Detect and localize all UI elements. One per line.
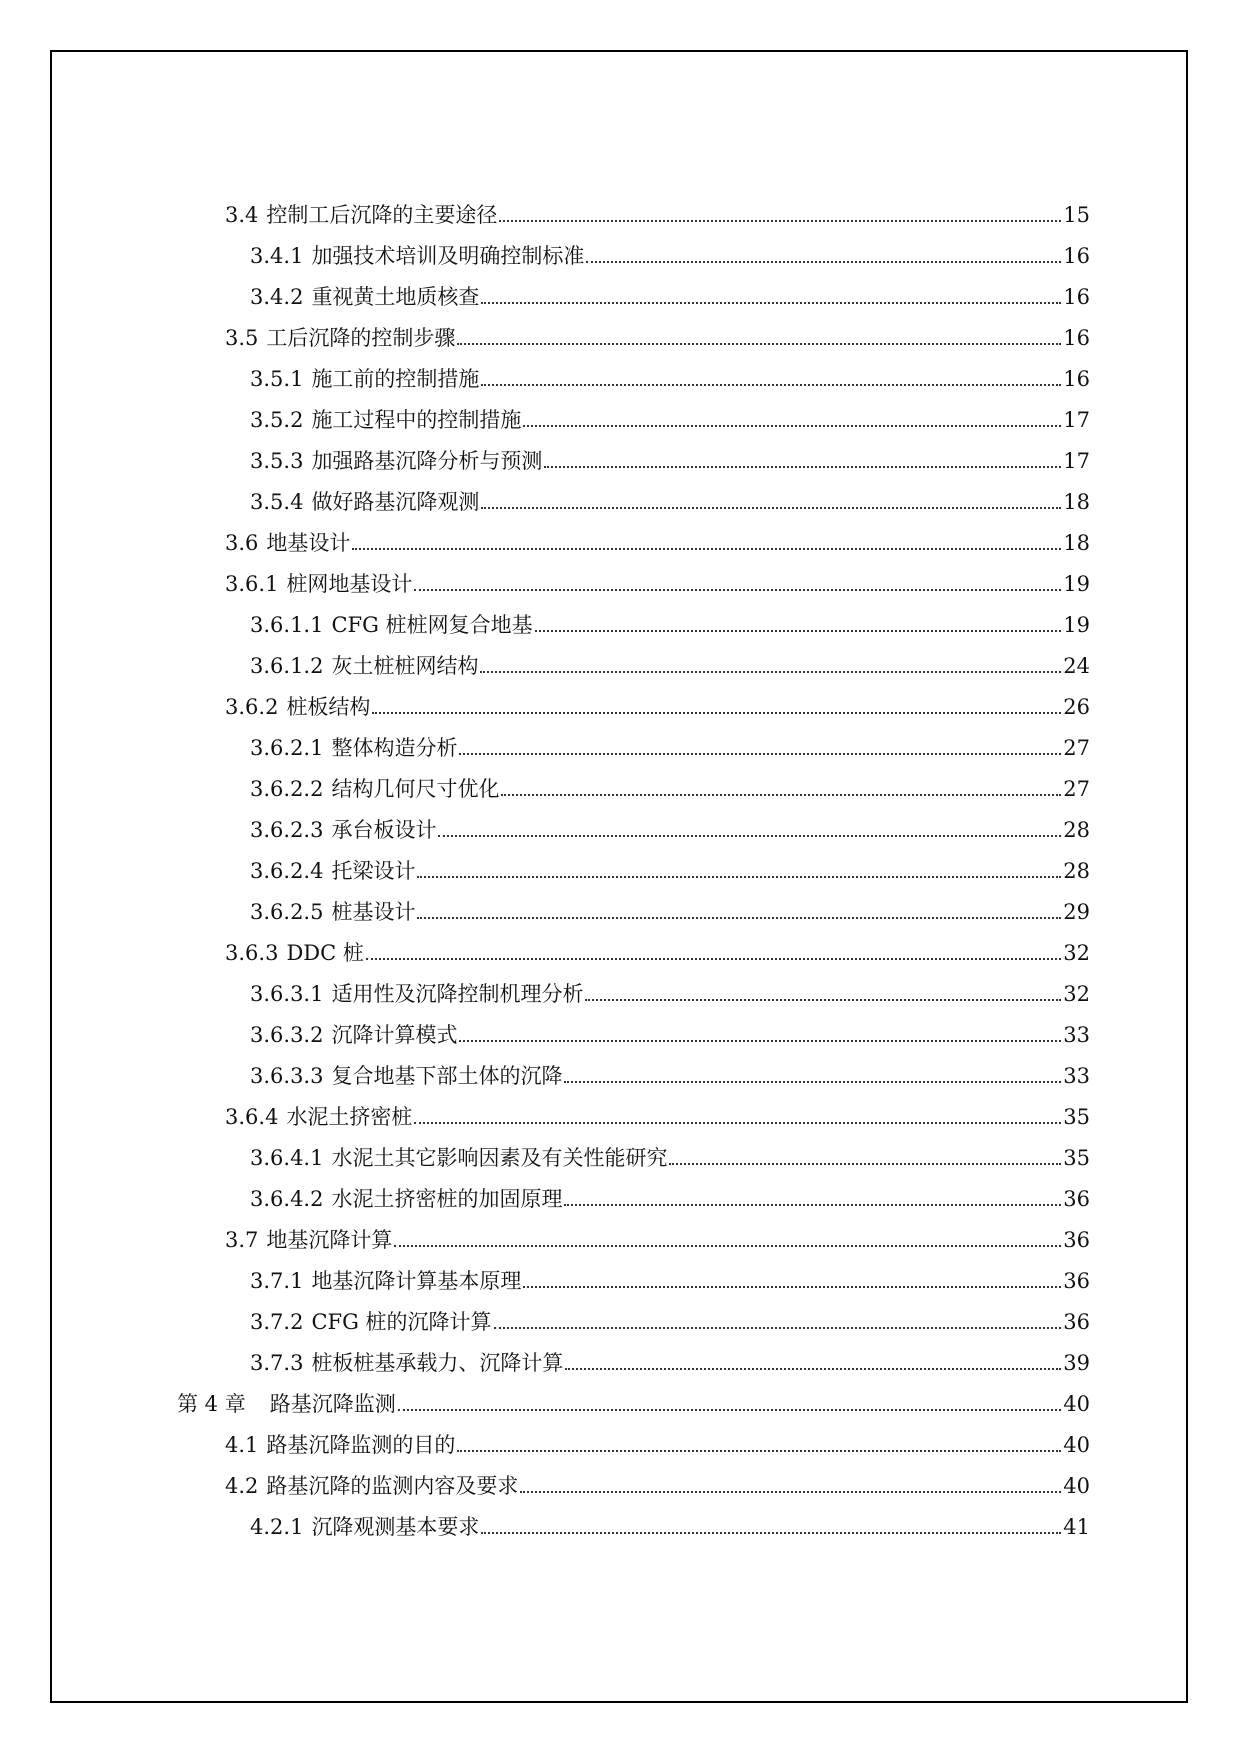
dot-leader [585,999,1061,1001]
dot-leader [481,384,1061,386]
toc-page-number: 24 [1063,654,1090,678]
toc-entry[interactable] [225,321,1090,351]
toc-title: 桩板桩基承载力、沉降计算 [311,1351,564,1375]
dot-leader [457,343,1061,345]
dot-leader [352,548,1061,550]
dot-leader [459,1040,1061,1042]
toc-number: 3.6.3.1 [250,982,324,1006]
toc-page-number: 16 [1063,326,1090,350]
toc-number: 3.6.2.4 [250,859,324,883]
toc-entry[interactable] [250,977,1090,1007]
toc-page-number: 36 [1063,1310,1090,1334]
toc-entry[interactable] [250,1346,1090,1376]
toc-title: 整体构造分析 [331,736,458,760]
dot-leader [523,1286,1061,1288]
toc-entry[interactable] [250,1264,1090,1294]
toc-entry[interactable] [250,1182,1090,1212]
toc-entry[interactable] [225,198,1090,228]
dot-leader [523,425,1061,427]
toc-page-number: 29 [1063,900,1090,924]
toc-page-number: 40 [1063,1474,1090,1498]
toc-entry[interactable] [250,362,1090,392]
toc-entry[interactable] [225,936,1090,966]
toc-number: 3.6.1 [225,572,279,596]
toc-title: 重视黄土地质核查 [311,285,480,309]
toc-page-number: 40 [1063,1392,1090,1416]
dot-leader [494,1327,1062,1329]
dot-leader [398,1409,1062,1411]
toc-title: 适用性及沉降控制机理分析 [331,982,584,1006]
toc-entry[interactable] [250,813,1090,843]
dot-leader [535,630,1062,632]
dot-leader [481,507,1061,509]
toc-title: 沉降观测基本要求 [311,1515,480,1539]
toc-entry[interactable] [250,1059,1090,1089]
toc-number: 3.7.3 [250,1351,304,1375]
toc-number: 4.2.1 [250,1515,304,1539]
toc-entry[interactable] [250,854,1090,884]
dot-leader [480,671,1061,673]
toc-number: 3.6.3.3 [250,1064,324,1088]
toc-title: 加强技术培训及明确控制标准 [311,244,585,268]
toc-number: 3.5.3 [250,449,304,473]
toc-page-number: 18 [1063,490,1090,514]
toc-number: 3.7 [225,1228,259,1252]
toc-title: 路基沉降监测的目的 [266,1433,456,1457]
toc-title: 沉降计算模式 [331,1023,458,1047]
toc-title: CFG 桩桩网复合地基 [331,613,533,637]
toc-number: 3.6.2.5 [250,900,324,924]
toc-title: 灰土桩桩网结构 [331,654,479,678]
dot-leader [457,1450,1061,1452]
dot-leader [481,302,1061,304]
toc-title: 控制工后沉降的主要途径 [266,203,498,227]
dot-leader [417,917,1061,919]
toc-page-number: 16 [1063,367,1090,391]
toc-page-number: 27 [1063,736,1090,760]
dot-leader [414,589,1061,591]
toc-title: 施工过程中的控制措施 [311,408,522,432]
toc-entry[interactable] [225,1223,1090,1253]
dot-leader [394,1245,1061,1247]
toc-entry[interactable] [250,1510,1090,1540]
toc-page-number: 18 [1063,531,1090,555]
toc-entry[interactable] [177,1387,1090,1417]
toc-entry[interactable] [225,567,1090,597]
toc-number: 3.6.4.1 [250,1146,324,1170]
toc-title: 桩网地基设计 [286,572,413,596]
dot-leader [586,261,1061,263]
toc-title: 水泥土挤密桩的加固原理 [331,1187,563,1211]
toc-page-number: 16 [1063,244,1090,268]
toc-page-number: 17 [1063,408,1090,432]
toc-number: 3.6.2.2 [250,777,324,801]
toc-entry[interactable] [225,526,1090,556]
toc-entry[interactable] [250,1018,1090,1048]
toc-title: 桩板结构 [286,695,371,719]
toc-title: 复合地基下部土体的沉降 [331,1064,563,1088]
toc-title: 结构几何尺寸优化 [331,777,500,801]
toc-title: 桩基设计 [331,900,416,924]
toc-entry[interactable] [250,895,1090,925]
dot-leader [501,794,1061,796]
toc-page-number: 19 [1063,613,1090,637]
toc-page-number: 17 [1063,449,1090,473]
toc-page-number: 33 [1063,1064,1090,1088]
toc-entry[interactable] [225,690,1090,720]
toc-entry[interactable] [225,1469,1090,1499]
toc-entry[interactable] [225,1100,1090,1130]
toc-page-number: 15 [1063,203,1090,227]
toc-entry[interactable] [250,649,1090,679]
toc-number: 3.7.1 [250,1269,304,1293]
toc-page-number: 40 [1063,1433,1090,1457]
toc-entry[interactable] [250,403,1090,433]
toc-page-number: 19 [1063,572,1090,596]
toc-page-number: 39 [1063,1351,1090,1375]
toc-page-number: 28 [1063,859,1090,883]
dot-leader [544,466,1061,468]
toc-number: 3.4 [225,203,259,227]
toc-title: 地基沉降计算 [266,1228,393,1252]
dot-leader [459,753,1061,755]
dot-leader [564,1204,1061,1206]
dot-leader [481,1532,1061,1534]
dot-leader [564,1081,1061,1083]
toc-page-number: 28 [1063,818,1090,842]
toc-title: 加强路基沉降分析与预测 [311,449,543,473]
toc-title: 地基设计 [266,531,351,555]
toc-number: 3.5.1 [250,367,304,391]
toc-page-number: 33 [1063,1023,1090,1047]
toc-number: 3.6.1.2 [250,654,324,678]
dot-leader [372,712,1061,714]
toc-title: 水泥土其它影响因素及有关性能研究 [331,1146,668,1170]
toc-title: 水泥土挤密桩 [286,1105,413,1129]
toc-page-number: 26 [1063,695,1090,719]
toc-entry[interactable] [250,731,1090,761]
toc-page-number: 36 [1063,1228,1090,1252]
toc-page-number: 16 [1063,285,1090,309]
toc-number: 3.6.2.3 [250,818,324,842]
toc-entry[interactable] [250,772,1090,802]
toc-number: 3.6.4.2 [250,1187,324,1211]
toc-title: DDC 桩 [286,941,364,965]
toc-entry[interactable] [250,280,1090,310]
toc-page-number: 32 [1063,982,1090,1006]
toc-title: 施工前的控制措施 [311,367,480,391]
toc-entry[interactable] [250,1141,1090,1171]
toc-title: 托梁设计 [331,859,416,883]
toc-entry[interactable] [250,608,1090,638]
toc-number: 4.2 [225,1474,259,1498]
toc-entry[interactable] [250,239,1090,269]
toc-number: 3.6.1.1 [250,613,324,637]
dot-leader [417,876,1061,878]
toc-page-number: 36 [1063,1269,1090,1293]
toc-number: 3.6 [225,531,259,555]
dot-leader [366,958,1061,960]
dot-leader [669,1163,1061,1165]
toc-number: 4.1 [225,1433,259,1457]
toc-title: 做好路基沉降观测 [311,490,480,514]
toc-number: 3.6.2 [225,695,279,719]
toc-page-number: 32 [1063,941,1090,965]
toc-number: 3.5.4 [250,490,304,514]
toc-number: 3.6.4 [225,1105,279,1129]
toc-number: 3.6.3.2 [250,1023,324,1047]
toc-page-number: 36 [1063,1187,1090,1211]
toc-page-number: 35 [1063,1146,1090,1170]
toc-page-number: 35 [1063,1105,1090,1129]
toc-entry[interactable] [250,485,1090,515]
toc-number: 3.6.2.1 [250,736,324,760]
toc-number: 3.5 [225,326,259,350]
toc-page-number: 27 [1063,777,1090,801]
toc-title: 承台板设计 [331,818,437,842]
toc-entry[interactable] [250,1305,1090,1335]
toc-number: 3.5.2 [250,408,304,432]
dot-leader [414,1122,1061,1124]
toc-number: 3.4.2 [250,285,304,309]
toc-title: CFG 桩的沉降计算 [311,1310,492,1334]
toc-number: 3.6.3 [225,941,279,965]
toc-number: 第 4 章 [177,1392,246,1416]
dot-leader [520,1491,1061,1493]
toc-number: 3.7.2 [250,1310,304,1334]
toc-entry[interactable] [250,444,1090,474]
toc-title: 工后沉降的控制步骤 [266,326,456,350]
toc-page-number: 41 [1063,1515,1090,1539]
toc-title: 路基沉降监测 [269,1392,396,1416]
toc-title: 地基沉降计算基本原理 [311,1269,522,1293]
toc-number: 3.4.1 [250,244,304,268]
dot-leader [565,1368,1061,1370]
dot-leader [499,220,1061,222]
toc-title: 路基沉降的监测内容及要求 [266,1474,519,1498]
dot-leader [438,835,1061,837]
toc-entry[interactable] [225,1428,1090,1458]
